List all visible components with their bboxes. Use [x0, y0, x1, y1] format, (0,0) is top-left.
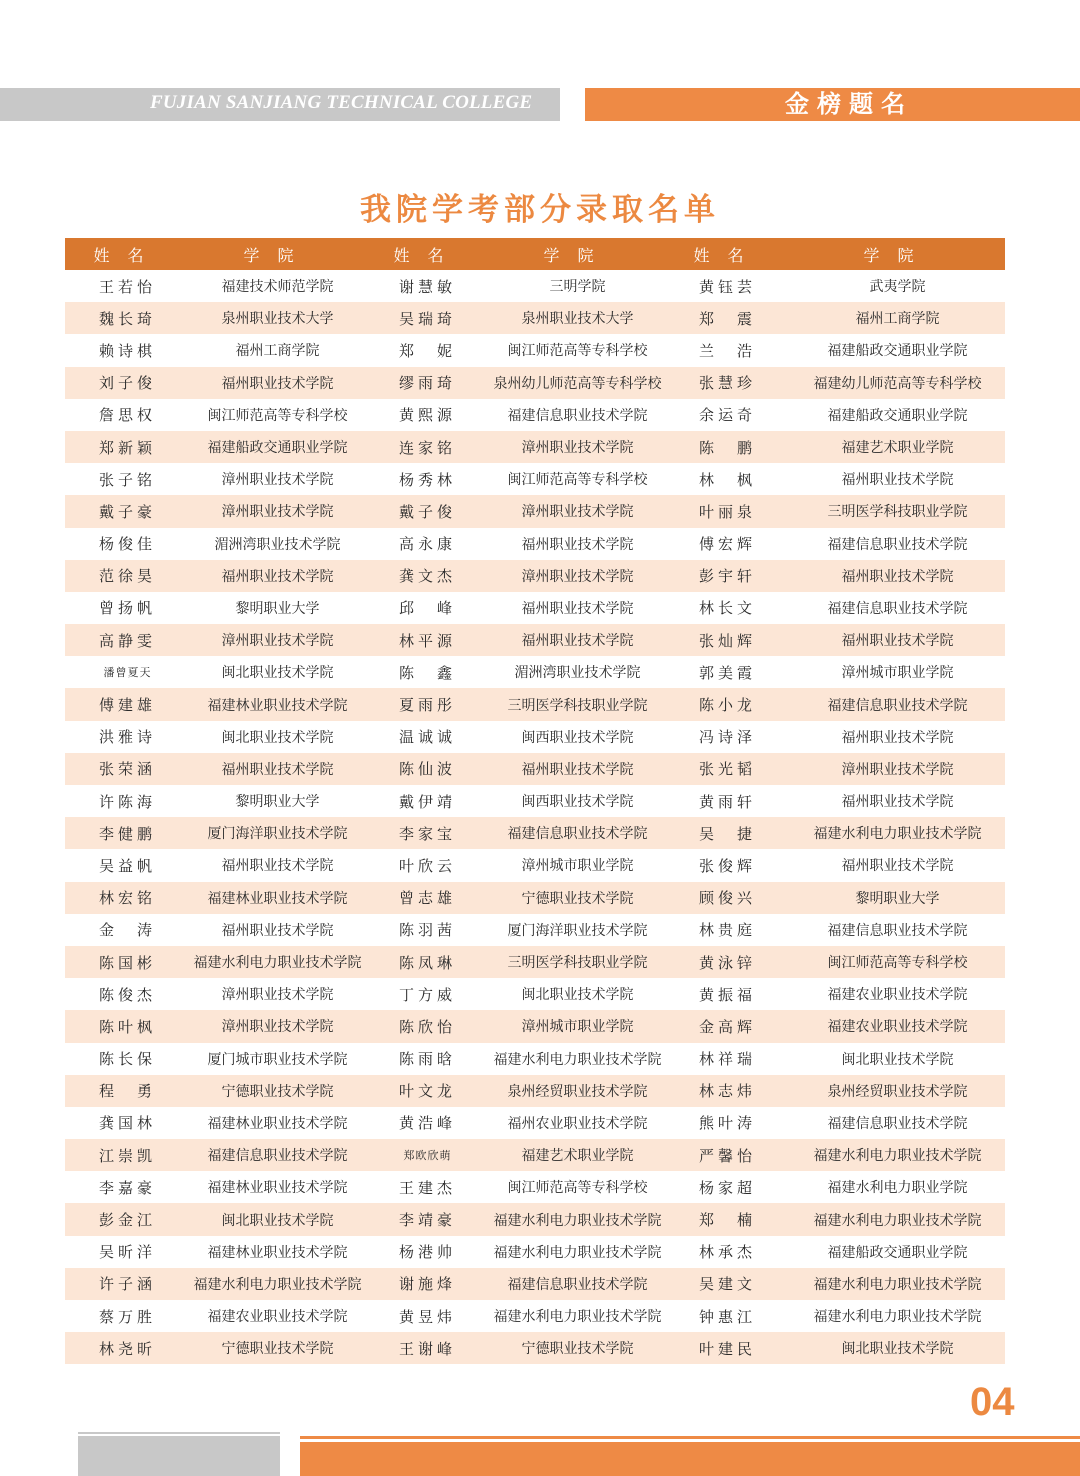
footer-orange-line — [300, 1436, 1080, 1439]
student-name: 彭宇轩 — [698, 567, 756, 586]
table-row — [65, 1171, 1005, 1203]
college-name: 漳州职业技术学院 — [841, 761, 954, 778]
college-name: 福建农业职业技术学院 — [207, 1309, 348, 1326]
college-name: 福建水利电力职业技术学院 — [493, 1244, 662, 1261]
college-name: 闽江师范高等专科学校 — [507, 343, 648, 360]
college-name: 闽西职业技术学院 — [521, 729, 634, 746]
column-header-college: 学院 — [243, 245, 312, 265]
column-header-college: 学院 — [863, 245, 932, 265]
college-name: 福建信息职业技术学院 — [827, 1115, 968, 1132]
table-row — [65, 688, 1005, 720]
college-name: 福建水利电力职业学院 — [827, 1180, 968, 1197]
college-name: 泉州幼儿师范高等专科学校 — [493, 375, 662, 392]
college-name: 福州工商学院 — [235, 343, 320, 360]
student-name: 谢慧敏 — [398, 277, 456, 296]
table-row — [65, 1236, 1005, 1268]
college-name: 福建船政交通职业学院 — [827, 343, 968, 360]
student-name: 李嘉豪 — [98, 1178, 156, 1197]
college-name: 福建水利电力职业技术学院 — [493, 1212, 662, 1229]
college-name: 福州职业技术学院 — [841, 633, 954, 650]
table-row — [65, 270, 1005, 302]
student-name: 余运奇 — [698, 406, 756, 425]
student-name: 陈 鹏 — [698, 438, 756, 457]
student-name: 龚文杰 — [398, 567, 456, 586]
student-name: 张荣涵 — [98, 760, 156, 779]
student-name: 潘曾夏天 — [103, 666, 152, 680]
table-row — [65, 463, 1005, 495]
college-name: 福建水利电力职业技术学院 — [493, 1051, 662, 1068]
footer-gray-bar — [78, 1436, 280, 1476]
table-row — [65, 431, 1005, 463]
student-name: 戴伊靖 — [398, 792, 456, 811]
student-name: 林贵庭 — [698, 921, 756, 940]
college-name: 福建农业职业技术学院 — [827, 1019, 968, 1036]
student-name: 黄振福 — [698, 985, 756, 1004]
student-name: 顾俊兴 — [698, 889, 756, 908]
college-name: 闽西职业技术学院 — [521, 794, 634, 811]
student-name: 张慧珍 — [698, 374, 756, 393]
student-name: 林平源 — [398, 631, 456, 650]
student-name: 许陈海 — [98, 792, 156, 811]
college-name: 福州职业技术学院 — [841, 794, 954, 811]
student-name: 夏雨彤 — [398, 696, 456, 715]
student-name: 郑 震 — [698, 309, 756, 328]
college-name: 福州职业技术学院 — [221, 375, 334, 392]
student-name: 陈小龙 — [698, 696, 756, 715]
college-name: 漳州职业技术学院 — [521, 568, 634, 585]
table-header-row — [65, 238, 1005, 270]
table-row — [65, 1010, 1005, 1042]
student-name: 范徐昊 — [98, 567, 156, 586]
table-row — [65, 946, 1005, 978]
header-orange-band — [585, 88, 1080, 121]
student-name: 温诚诚 — [398, 728, 456, 747]
student-name: 杨秀林 — [398, 470, 456, 489]
college-name: 福建林业职业技术学院 — [207, 890, 348, 907]
college-name: 漳州城市职业学院 — [841, 665, 954, 682]
student-name: 杨家超 — [698, 1178, 756, 1197]
student-name: 李靖豪 — [398, 1211, 456, 1230]
college-english-name: FUJIAN SANJIANG TECHNICAL COLLEGE — [150, 92, 533, 113]
student-name: 金高辉 — [698, 1017, 756, 1036]
college-name: 泉州职业技术大学 — [221, 311, 334, 328]
student-name: 黄浩峰 — [398, 1114, 456, 1133]
student-name: 林志炜 — [698, 1082, 756, 1101]
college-name: 福建信息职业技术学院 — [827, 600, 968, 617]
student-name: 赖诗棋 — [98, 341, 156, 360]
table-row — [65, 1268, 1005, 1300]
student-name: 谢施烽 — [398, 1275, 456, 1294]
college-name: 黎明职业大学 — [855, 890, 940, 907]
college-name: 福州职业技术学院 — [221, 568, 334, 585]
table-row — [65, 399, 1005, 431]
student-name: 王建杰 — [398, 1178, 456, 1197]
college-name: 福建信息职业技术学院 — [507, 826, 648, 843]
student-name: 陈雨晗 — [398, 1050, 456, 1069]
student-name: 郑 楠 — [698, 1211, 756, 1230]
college-name: 三明医学科技职业学院 — [827, 504, 968, 521]
section-title: 金榜题名 — [785, 90, 913, 118]
page-title: 我院学考部分录取名单 — [360, 192, 720, 228]
college-name: 泉州职业技术大学 — [521, 311, 634, 328]
college-name: 闽江师范高等专科学校 — [507, 472, 648, 489]
table-row — [65, 1300, 1005, 1332]
student-name: 陈俊杰 — [98, 985, 156, 1004]
student-name: 吴益帆 — [98, 856, 156, 875]
college-name: 福州职业技术学院 — [221, 858, 334, 875]
college-name: 漳州职业技术学院 — [221, 504, 334, 521]
college-name: 三明医学科技职业学院 — [507, 697, 648, 714]
student-name: 陈 鑫 — [398, 663, 456, 682]
table-row — [65, 914, 1005, 946]
student-name: 张灿辉 — [698, 631, 756, 650]
student-name: 张俊辉 — [698, 856, 756, 875]
college-name: 福建水利电力职业技术学院 — [813, 1309, 982, 1326]
admission-table — [65, 238, 1005, 1364]
table-row — [65, 302, 1005, 334]
college-name: 漳州职业技术学院 — [521, 440, 634, 457]
college-name: 宁德职业技术学院 — [521, 890, 634, 907]
college-name: 福建信息职业技术学院 — [827, 697, 968, 714]
college-name: 福建信息职业技术学院 — [507, 407, 648, 424]
table-row — [65, 882, 1005, 914]
college-name: 福建林业职业技术学院 — [207, 1115, 348, 1132]
student-name: 吴昕洋 — [98, 1243, 156, 1262]
student-name: 冯诗泽 — [698, 728, 756, 747]
college-name: 黎明职业大学 — [235, 600, 320, 617]
student-name: 吴建文 — [698, 1275, 756, 1294]
student-name: 缪雨琦 — [398, 374, 456, 393]
college-name: 福州职业技术学院 — [521, 761, 634, 778]
college-name: 宁德职业技术学院 — [221, 1083, 334, 1100]
table-row — [65, 367, 1005, 399]
college-name: 漳州职业技术学院 — [221, 633, 334, 650]
college-name: 福建水利电力职业技术学院 — [193, 1276, 362, 1293]
college-name: 福州职业技术学院 — [521, 536, 634, 553]
student-name: 蔡万胜 — [98, 1307, 156, 1326]
student-name: 郑新颖 — [98, 438, 156, 457]
student-name: 林承杰 — [698, 1243, 756, 1262]
student-name: 龚国林 — [98, 1114, 156, 1133]
college-name: 福州职业技术学院 — [841, 729, 954, 746]
footer-gray-line — [78, 1432, 280, 1434]
college-name: 福建信息职业技术学院 — [507, 1276, 648, 1293]
table-row — [65, 592, 1005, 624]
student-name: 傅建雄 — [98, 696, 156, 715]
college-name: 福建技术师范学院 — [221, 279, 334, 296]
student-name: 傅宏辉 — [698, 535, 756, 554]
college-name: 泉州经贸职业技术学院 — [827, 1083, 968, 1100]
college-name: 漳州职业技术学院 — [221, 472, 334, 489]
page-number: 04 — [970, 1380, 1015, 1424]
header-gray-band — [0, 88, 560, 121]
column-header-college: 学院 — [543, 245, 612, 265]
student-name: 王若怡 — [98, 277, 156, 296]
student-name: 李健鹏 — [98, 824, 156, 843]
student-name: 林宏铭 — [98, 889, 156, 908]
college-name: 厦门海洋职业技术学院 — [507, 922, 648, 939]
student-name: 叶欣云 — [398, 856, 456, 875]
table-row — [65, 1107, 1005, 1139]
student-name: 叶文龙 — [398, 1082, 456, 1101]
college-name: 黎明职业大学 — [235, 794, 320, 811]
table-body — [65, 270, 1005, 1364]
student-name: 程 勇 — [98, 1082, 156, 1101]
college-name: 福建水利电力职业技术学院 — [813, 1276, 982, 1293]
student-name: 高永康 — [398, 535, 456, 554]
table-row — [65, 978, 1005, 1010]
student-name: 詹思权 — [98, 406, 156, 425]
table-row — [65, 495, 1005, 527]
student-name: 杨俊佳 — [98, 535, 156, 554]
student-name: 洪雅诗 — [98, 728, 156, 747]
college-name: 漳州城市职业学院 — [521, 1019, 634, 1036]
student-name: 熊叶涛 — [698, 1114, 756, 1133]
column-header-name: 姓名 — [393, 245, 462, 265]
college-name: 厦门海洋职业技术学院 — [207, 826, 348, 843]
student-name: 邱 峰 — [398, 599, 456, 618]
college-name: 福建船政交通职业学院 — [827, 1244, 968, 1261]
student-name: 高静雯 — [98, 631, 156, 650]
student-name: 张光韬 — [698, 760, 756, 779]
college-name: 福建幼儿师范高等专科学校 — [813, 375, 982, 392]
student-name: 丁方威 — [398, 985, 456, 1004]
college-name: 福州职业技术学院 — [221, 761, 334, 778]
college-name: 闽北职业技术学院 — [841, 1051, 954, 1068]
college-name: 湄洲湾职业技术学院 — [214, 536, 341, 553]
student-name: 魏长琦 — [98, 309, 156, 328]
student-name: 郑欧欣萌 — [403, 1149, 452, 1163]
student-name: 刘子俊 — [98, 374, 156, 393]
student-name: 吴瑞琦 — [398, 309, 456, 328]
footer-orange-bar — [300, 1442, 1080, 1476]
college-name: 福州职业技术学院 — [841, 568, 954, 585]
table-row — [65, 1075, 1005, 1107]
college-name: 闽江师范高等专科学校 — [207, 407, 348, 424]
college-name: 福州农业职业技术学院 — [507, 1115, 648, 1132]
table-row — [65, 849, 1005, 881]
table-row — [65, 1203, 1005, 1235]
table-row — [65, 560, 1005, 592]
student-name: 陈凤琳 — [398, 953, 456, 972]
student-name: 叶建民 — [698, 1339, 756, 1358]
student-name: 曾扬帆 — [98, 599, 156, 618]
student-name: 李家宝 — [398, 824, 456, 843]
table-row — [65, 656, 1005, 688]
college-name: 闽北职业技术学院 — [221, 665, 334, 682]
college-name: 福建水利电力职业技术学院 — [813, 1148, 982, 1165]
student-name: 陈国彬 — [98, 953, 156, 972]
table-row — [65, 1332, 1005, 1364]
table-row — [65, 817, 1005, 849]
student-name: 连家铭 — [398, 438, 456, 457]
table-row — [65, 624, 1005, 656]
student-name: 戴子俊 — [398, 502, 456, 521]
student-name: 曾志雄 — [398, 889, 456, 908]
college-name: 福建信息职业技术学院 — [207, 1148, 348, 1165]
college-name: 漳州职业技术学院 — [221, 987, 334, 1004]
student-name: 陈欣怡 — [398, 1017, 456, 1036]
college-name: 福建农业职业技术学院 — [827, 987, 968, 1004]
college-name: 福建船政交通职业学院 — [827, 407, 968, 424]
college-name: 福建林业职业技术学院 — [207, 1244, 348, 1261]
college-name: 福建林业职业技术学院 — [207, 1180, 348, 1197]
student-name: 郭美霞 — [698, 663, 756, 682]
college-name: 泉州经贸职业技术学院 — [507, 1083, 648, 1100]
college-name: 闽北职业技术学院 — [841, 1341, 954, 1358]
student-name: 陈叶枫 — [98, 1017, 156, 1036]
table-row — [65, 528, 1005, 560]
student-name: 林尧昕 — [98, 1339, 156, 1358]
student-name: 郑 妮 — [398, 341, 456, 360]
student-name: 黄雨轩 — [698, 792, 756, 811]
college-name: 武夷学院 — [869, 279, 926, 296]
student-name: 江崇凯 — [98, 1146, 156, 1165]
student-name: 彭金江 — [98, 1211, 156, 1230]
college-name: 厦门城市职业技术学院 — [207, 1051, 348, 1068]
college-name: 三明学院 — [549, 279, 606, 296]
college-name: 宁德职业技术学院 — [221, 1341, 334, 1358]
student-name: 金 涛 — [98, 921, 156, 940]
college-name: 福州职业技术学院 — [841, 472, 954, 489]
student-name: 林长文 — [698, 599, 756, 618]
college-name: 福建水利电力职业技术学院 — [813, 826, 982, 843]
college-name: 福建水利电力职业技术学院 — [193, 955, 362, 972]
student-name: 钟惠江 — [698, 1307, 756, 1326]
college-name: 福州职业技术学院 — [221, 922, 334, 939]
student-name: 严馨怡 — [698, 1146, 756, 1165]
table-row — [65, 721, 1005, 753]
table-row — [65, 1139, 1005, 1171]
college-name: 漳州职业技术学院 — [221, 1019, 334, 1036]
student-name: 吴 捷 — [698, 824, 756, 843]
college-name: 福建信息职业技术学院 — [827, 922, 968, 939]
student-name: 黄熙源 — [398, 406, 456, 425]
student-name: 戴子豪 — [98, 502, 156, 521]
student-name: 黄昱炜 — [398, 1307, 456, 1326]
college-name: 福州工商学院 — [855, 311, 940, 328]
college-name: 福建船政交通职业学院 — [207, 440, 348, 457]
column-header-name: 姓名 — [693, 245, 762, 265]
college-name: 福建水利电力职业技术学院 — [493, 1309, 662, 1326]
college-name: 福建水利电力职业技术学院 — [813, 1212, 982, 1229]
college-name: 福州职业技术学院 — [521, 600, 634, 617]
college-name: 闽北职业技术学院 — [221, 729, 334, 746]
student-name: 叶丽泉 — [698, 502, 756, 521]
college-name: 闽北职业技术学院 — [221, 1212, 334, 1229]
table-row — [65, 785, 1005, 817]
college-name: 福州职业技术学院 — [521, 633, 634, 650]
student-name: 陈仙波 — [398, 760, 456, 779]
student-name: 黄钰芸 — [698, 277, 756, 296]
college-name: 福建艺术职业学院 — [521, 1148, 634, 1165]
column-header-name: 姓名 — [93, 245, 162, 265]
college-name: 漳州城市职业学院 — [521, 858, 634, 875]
college-name: 福建林业职业技术学院 — [207, 697, 348, 714]
student-name: 林 枫 — [698, 470, 756, 489]
student-name: 杨港帅 — [398, 1243, 456, 1262]
table-row — [65, 1043, 1005, 1075]
college-name: 宁德职业技术学院 — [521, 1341, 634, 1358]
college-name: 闽江师范高等专科学校 — [827, 955, 968, 972]
student-name: 兰 浩 — [698, 341, 756, 360]
student-name: 许子涵 — [98, 1275, 156, 1294]
table-row — [65, 753, 1005, 785]
student-name: 林祥瑞 — [698, 1050, 756, 1069]
college-name: 闽北职业技术学院 — [521, 987, 634, 1004]
table-row — [65, 334, 1005, 366]
college-name: 湄洲湾职业技术学院 — [514, 665, 641, 682]
college-name: 漳州职业技术学院 — [521, 504, 634, 521]
college-name: 福建艺术职业学院 — [841, 440, 954, 457]
student-name: 陈长保 — [98, 1050, 156, 1069]
college-name: 福建信息职业技术学院 — [827, 536, 968, 553]
student-name: 陈羽茜 — [398, 921, 456, 940]
college-name: 福州职业技术学院 — [841, 858, 954, 875]
college-name: 三明医学科技职业学院 — [507, 955, 648, 972]
student-name: 张子铭 — [98, 470, 156, 489]
student-name: 黄泳锌 — [698, 953, 756, 972]
college-name: 闽江师范高等专科学校 — [507, 1180, 648, 1197]
student-name: 王谢峰 — [398, 1339, 456, 1358]
